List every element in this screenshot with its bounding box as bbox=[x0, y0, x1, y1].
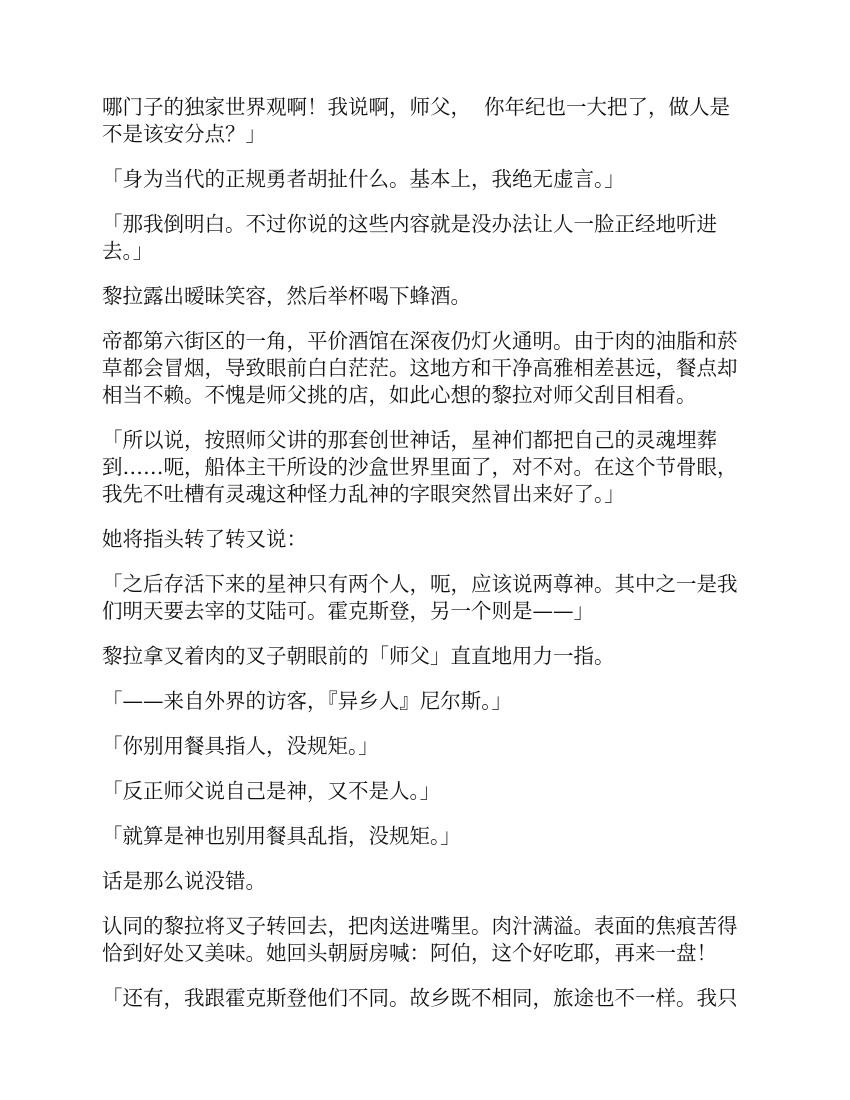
paragraph: 「——来自外界的访客，『异乡人』尼尔斯。」 bbox=[102, 689, 512, 713]
paragraph: 认同的黎拉将叉子转回去，把肉送进嘴里。肉汁满溢。表面的焦痕苦得 恰到好处又美味。她回头朝厨房喊：阿伯，这个好吃耶，再来一盘！ bbox=[102, 914, 738, 965]
paragraph: 黎拉露出暧昧笑容，然后举杯喝下蜂酒。 bbox=[102, 284, 471, 308]
paragraph: 「就算是神也别用餐具乱指，没规矩。」 bbox=[102, 824, 461, 848]
paragraph: 「还有，我跟霍克斯登他们不同。故乡既不相同，旅途也不一样。我只 bbox=[102, 986, 738, 1010]
paragraph: 「那我倒明白。不过你说的这些内容就是没办法让人一脸正经地听进 去。」 bbox=[102, 212, 717, 263]
paragraph: 「身为当代的正规勇者胡扯什么。基本上，我绝无虚言。」 bbox=[102, 167, 625, 191]
paragraph: 哪门子的独家世界观啊！我说啊，师父， 你年纪也一大把了，做人是 不是该安分点？」 bbox=[102, 95, 731, 146]
paragraph: 「反正师父说自己是神，又不是人。」 bbox=[102, 779, 441, 803]
paragraph: 「你别用餐具指人，没规矩。」 bbox=[102, 734, 379, 758]
paragraph: 她将指头转了转又说： bbox=[102, 527, 307, 551]
paragraph: 「之后存活下来的星神只有两个人，呃，应该说两尊神。其中之一是我 们明天要去宰的艾陆可。霍克斯登，另一个则是——」 bbox=[102, 572, 738, 623]
paragraph: 帝都第六街区的一角，平价酒馆在深夜仍灯火通明。由于肉的油脂和菸 草都会冒烟，导致眼前白白茫茫。这地方和干净高雅相差甚远，餐点却 相当不赖。不愧是师父挑的店，如此心想的黎拉对师父刮目相看。 bbox=[102, 329, 738, 407]
paragraph: 「所以说，按照师父讲的那套创世神话，星神们都把自己的灵魂埋葬 到……呃，船体主干所设的沙盒世界里面了，对不对。在这个节骨眼， 我先不吐槽有灵魂这种怪力乱神的字眼突然冒出来好了。」 bbox=[102, 428, 738, 506]
paragraph: 黎拉拿叉着肉的叉子朝眼前的「师父」直直地用力一指。 bbox=[102, 644, 615, 668]
paragraph: 话是那么说没错。 bbox=[102, 869, 266, 893]
document-page bbox=[102, 94, 750, 1030]
